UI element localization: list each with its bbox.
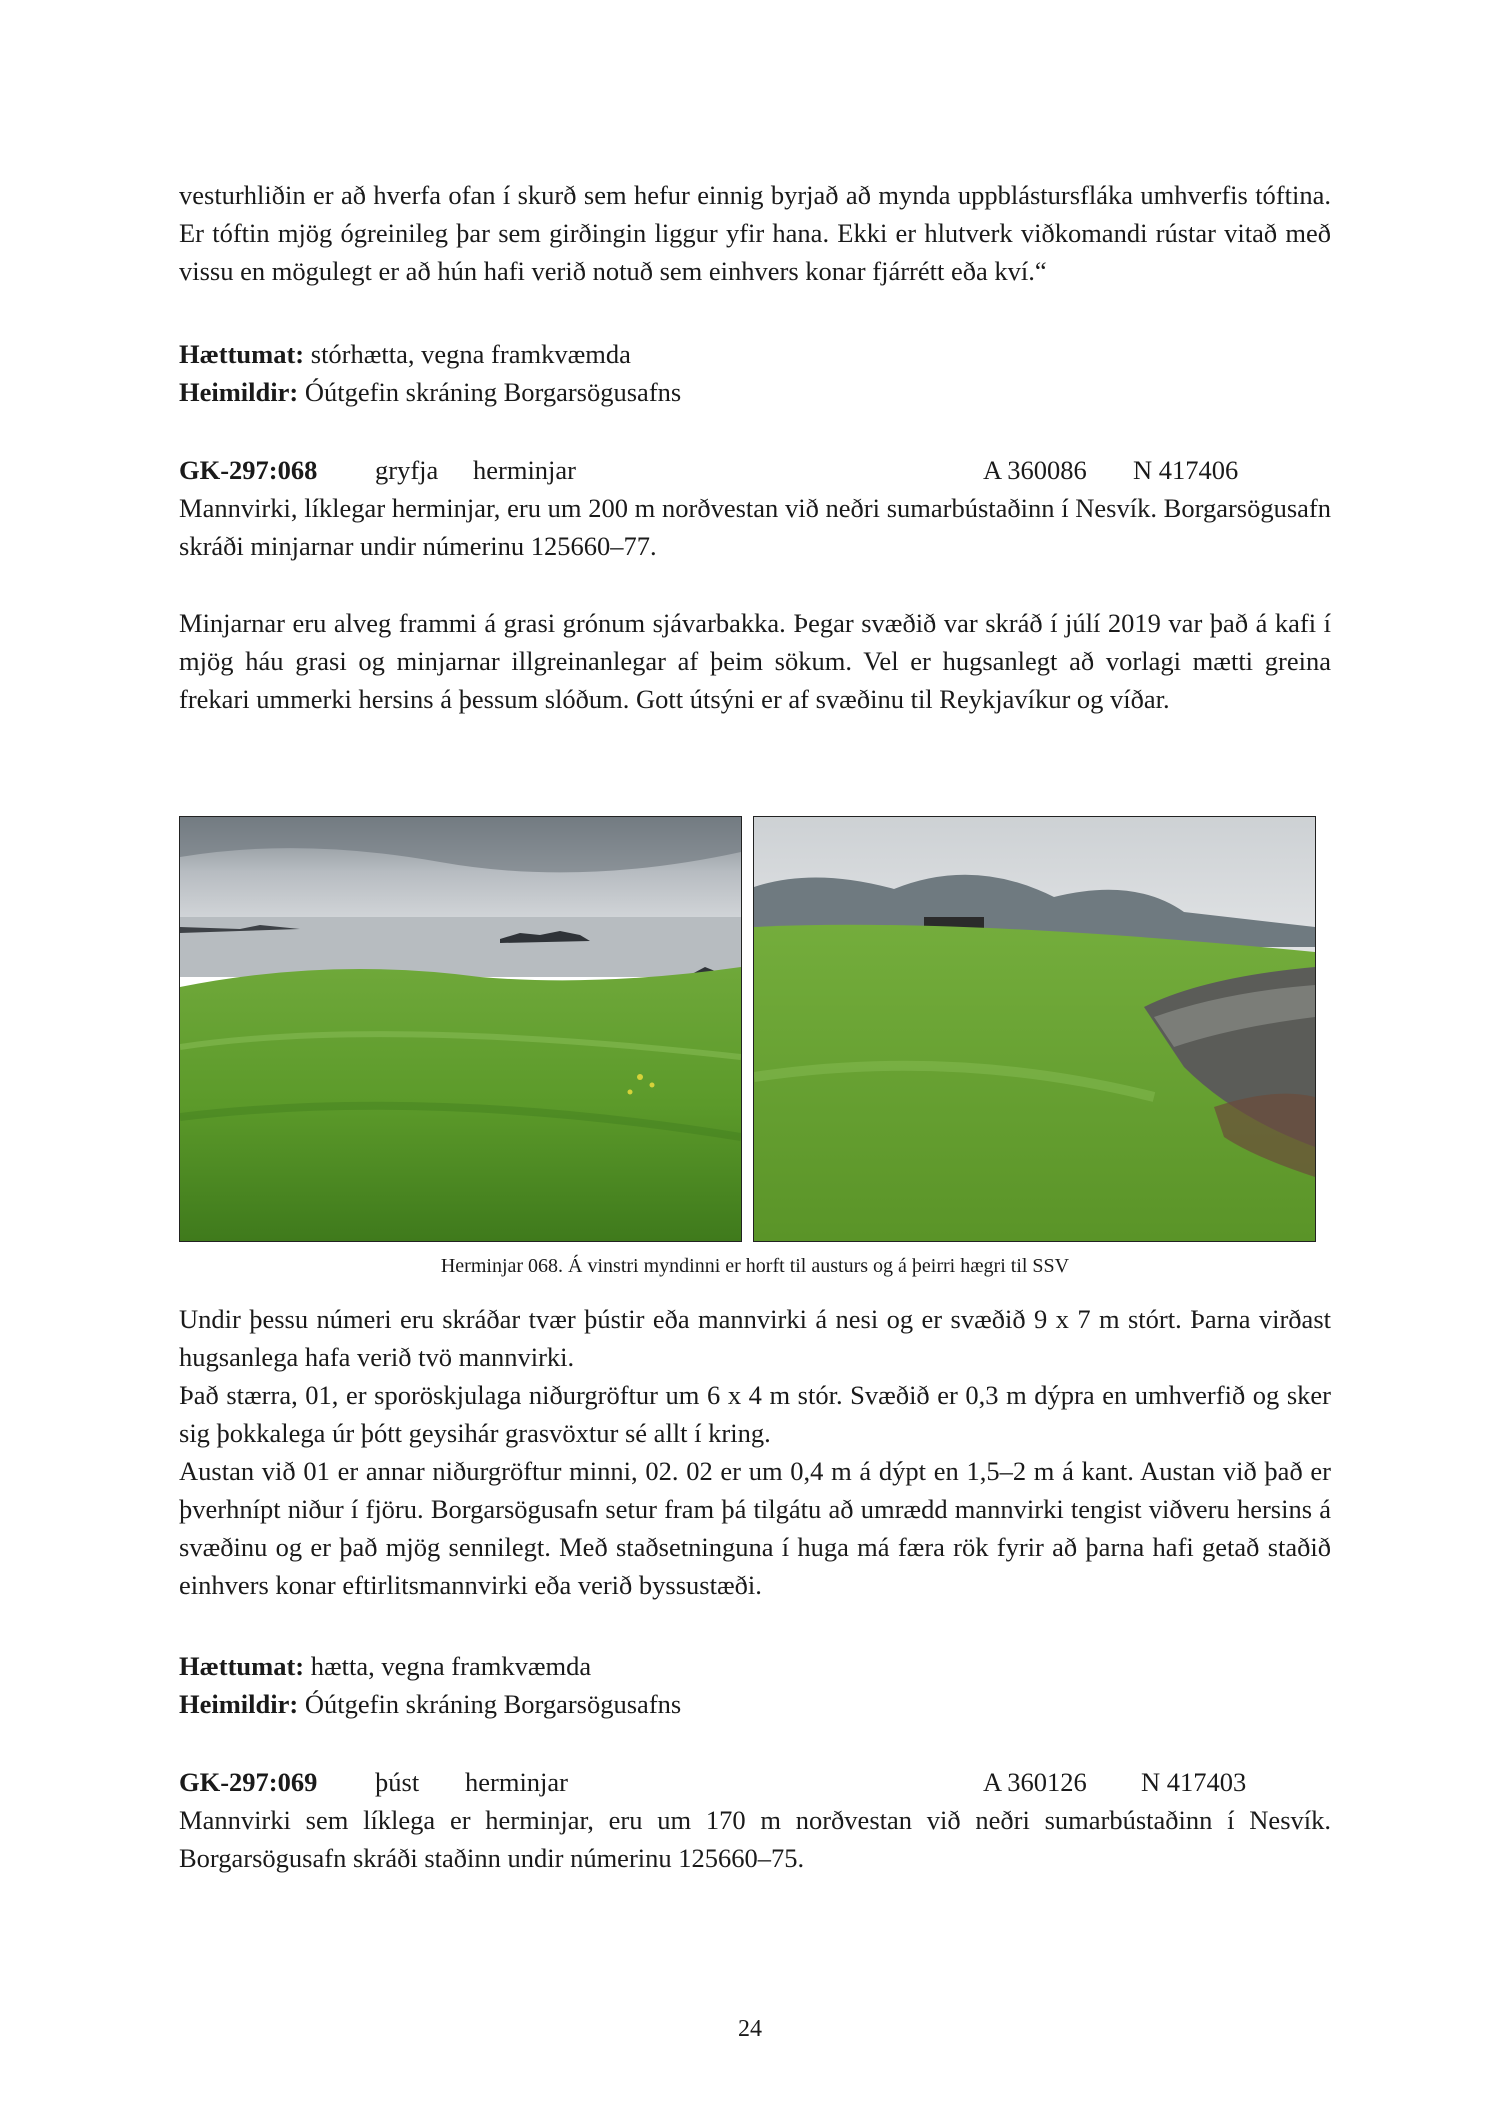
site-description-069: Mannvirki sem líklega er herminjar, eru um 170 m norðvestan við neðri sumarbústaðinn í Nesvík. Borgarsögusafn skráði staðinn undir númerinu 125660–75. — [179, 1805, 1331, 1873]
site-header-068 — [179, 451, 1331, 489]
sources-value: Óútgefin skráning Borgarsögusafns — [298, 377, 682, 407]
site-body-068 — [179, 1300, 1331, 1604]
page-number: 24 — [738, 2016, 762, 2042]
body-paragraph-2: Það stærra, 01, er sporöskjulaga niðurgröftur um 6 x 4 m stór. Svæðið er 0,3 m dýpra en umhverfið og sker sig þokkalega úr þótt geysihár grasvöxtur sé allt í kring. — [179, 1380, 1331, 1448]
site-category: herminjar — [473, 455, 577, 485]
coord-n: N 417406 — [1133, 455, 1239, 485]
sources-label: Heimildir: — [179, 1689, 299, 1719]
body-paragraph-1: Undir þessu númeri eru skráðar tvær þústir eða mannvirki á nesi og er svæðið 9 x 7 m stórt. Þarna virðast hugsanlega hafa verið tvö mannvirki. — [179, 1304, 1331, 1372]
photo-east-drawing — [180, 817, 741, 1241]
sources-value: Óútgefin skráning Borgarsögusafns — [298, 1689, 682, 1719]
risk-line — [179, 1647, 1331, 1685]
risk-value: stórhætta, vegna framkvæmda — [304, 339, 631, 369]
site-type: gryfja — [375, 455, 439, 485]
sources-line — [179, 373, 1331, 411]
coord-a: A 360126 — [983, 1767, 1087, 1797]
site-id: GK-297:069 — [179, 1767, 318, 1797]
sources-label: Heimildir: — [179, 377, 299, 407]
coord-n: N 417403 — [1141, 1767, 1247, 1797]
site-description-068: Mannvirki, líklegar herminjar, eru um 200 m norðvestan við neðri sumarbústaðinn í Nesvík. Borgarsögusafn skráði minjarnar undir númerinu 125660–77. — [179, 493, 1331, 561]
site-category: herminjar — [465, 1767, 569, 1797]
risk-value: hætta, vegna framkvæmda — [304, 1651, 592, 1681]
figure-caption: Herminjar 068. Á vinstri myndinni er horft til austurs og á þeirri hægri til SSV — [440, 1255, 1070, 1277]
photo-view-east — [179, 816, 742, 1242]
intro-paragraph: vesturhliðin er að hverfa ofan í skurð sem hefur einnig byrjað að mynda uppblástursfláka umhverfis tóftina. Er tóftin mjög ógreinileg þar sem girðingin liggur yfir hana. Ekki er hlutverk viðkomandi rústar vitað með vissu en mögulegt er að hún hafi verið notuð sem einhvers konar fjárrétt eða kví.“ — [179, 180, 1331, 286]
site-header-069 — [179, 1763, 1331, 1801]
risk-label: Hættumat: — [179, 1651, 305, 1681]
site-id: GK-297:068 — [179, 455, 318, 485]
photo-view-ssv — [753, 816, 1316, 1242]
risk-line — [179, 335, 1331, 373]
site-paragraph-068: Minjarnar eru alveg frammi á grasi grónum sjávarbakka. Þegar svæðið var skráð í júlí 2019 var það á kafi í mjög háu grasi og minjarnar illgreinanlegar af þeim sökum. Vel er hugsanlegt að vorlagi mætti greina frekari ummerki hersins á þessum slóðum. Gott útsýni er af svæðinu til Reykjavíkur og víðar. — [179, 608, 1331, 714]
sources-line — [179, 1685, 1331, 1723]
risk-label: Hættumat: — [179, 339, 305, 369]
photo-ssv-drawing — [754, 817, 1315, 1241]
risk-sources-block-2 — [179, 1647, 1331, 1723]
coord-a: A 360086 — [983, 455, 1087, 485]
risk-sources-block-1 — [179, 335, 1331, 411]
site-type: þúst — [375, 1767, 420, 1797]
body-paragraph-3: Austan við 01 er annar niðurgröftur minni, 02. 02 er um 0,4 m á dýpt en 1,5–2 m á kant. Austan við það er þverhnípt niður í fjöru. Borgarsögusafn setur fram þá tilgátu að umrædd mannvirki tengist viðveru hersins á svæðinu og er það mjög sennilegt. Með staðsetninguna í huga má færa rök fyrir að þarna hafi getað staðið einhvers konar eftirlitsmannvirki eða verið byssustæði. — [179, 1456, 1331, 1600]
